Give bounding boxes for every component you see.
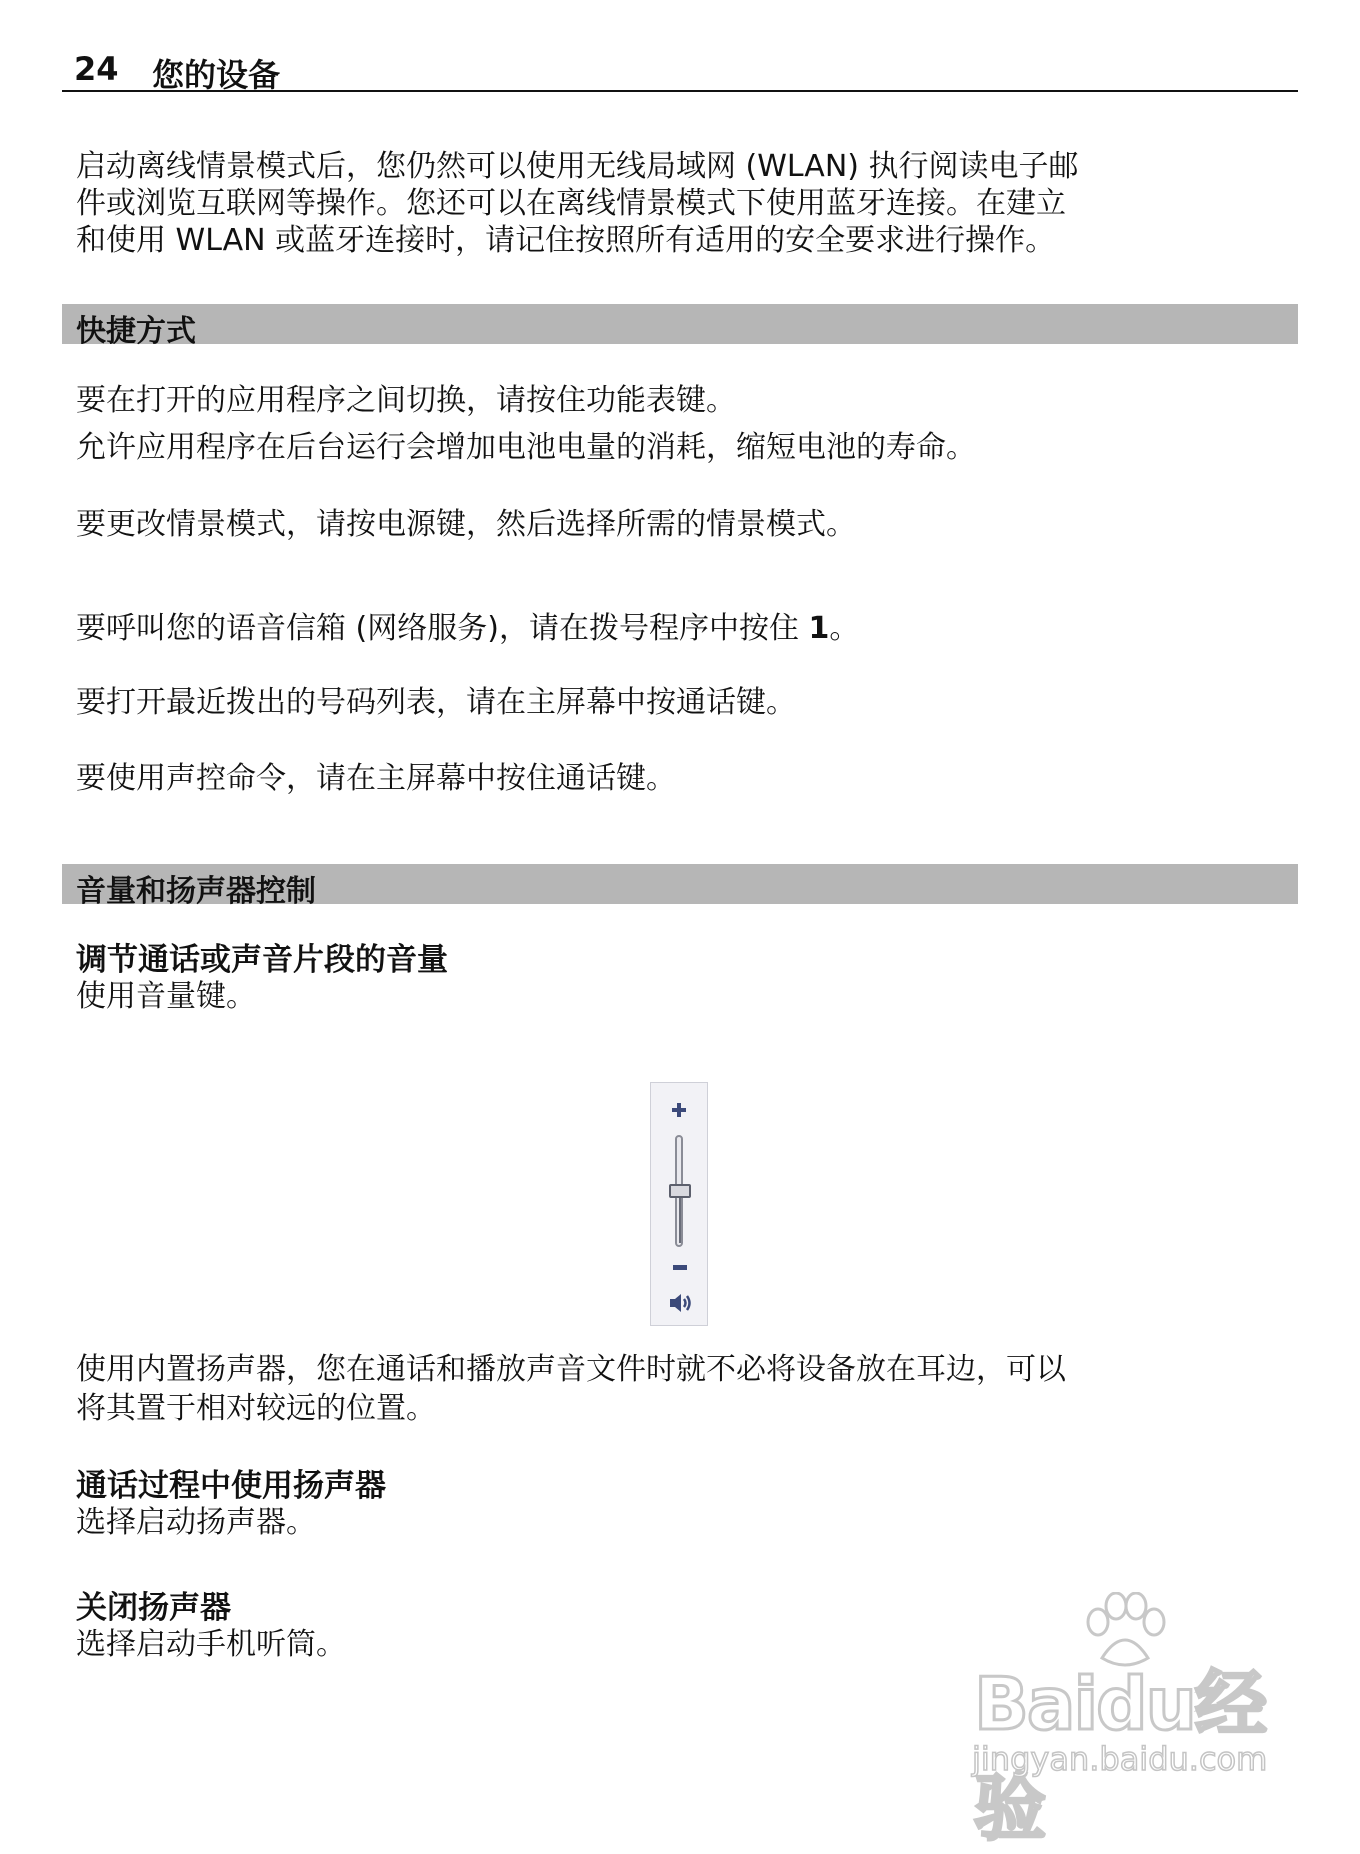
shortcut-voice-commands: 要使用声控命令，请在主屏幕中按住通话键。 — [76, 761, 676, 796]
speaker-line-2: 将其置于相对较远的位置。 — [76, 1391, 436, 1426]
section-volume — [62, 864, 1298, 909]
in-call-speaker-heading: 通话过程中使用扬声器 — [76, 1468, 386, 1504]
voicemail-end: 。 — [829, 611, 860, 646]
adjust-volume-text: 使用音量键。 — [76, 979, 256, 1014]
intro-line-2: 件或浏览互联网等操作。您还可以在离线情景模式下使用蓝牙连接。在建立 — [76, 186, 1066, 221]
shortcut-recent-calls: 要打开最近拨出的号码列表，请在主屏幕中按通话键。 — [76, 685, 796, 720]
voicemail-text: 要呼叫您的语音信箱 (网络服务)，请在拨号程序中按住 — [76, 611, 809, 646]
page-header-title: 您的设备 — [152, 56, 281, 94]
in-call-speaker-text — [76, 1504, 1276, 1541]
baidu-watermark — [960, 1588, 1290, 1850]
in-call-end: 。 — [286, 1505, 316, 1540]
option-activate-speaker[interactable]: 启动扬声器 — [136, 1505, 286, 1540]
section-shortcuts — [62, 304, 1298, 349]
speaker-icon — [668, 1291, 694, 1315]
watermark-url: jingyan.baidu.com — [972, 1740, 1268, 1778]
intro-line-3: 和使用 WLAN 或蓝牙连接时，请记住按照所有适用的安全要求进行操作。 — [76, 223, 1056, 258]
off-end: 。 — [316, 1627, 346, 1662]
page-header — [62, 46, 1298, 92]
shortcut-change-profile: 要更改情景模式，请按电源键，然后选择所需的情景模式。 — [76, 507, 856, 542]
off-select-label: 选择 — [76, 1627, 136, 1662]
shortcut-voicemail — [76, 610, 1276, 647]
minus-icon — [673, 1265, 687, 1270]
volume-control — [650, 1082, 708, 1326]
page-number: 24 — [74, 50, 119, 88]
speaker-off-heading: 关闭扬声器 — [76, 1590, 231, 1626]
adjust-volume-heading: 调节通话或声音片段的音量 — [76, 942, 448, 978]
watermark-brand: Baidu经验 — [974, 1662, 1265, 1850]
volume-slider-thumb — [669, 1184, 691, 1198]
option-activate-handset[interactable]: 启动手机听筒 — [136, 1627, 316, 1662]
speaker-line-1: 使用内置扬声器，您在通话和播放声音文件时就不必将设备放在耳边，可以 — [76, 1352, 1066, 1387]
shortcut-switch-apps: 要在打开的应用程序之间切换，请按住功能表键。 — [76, 383, 736, 418]
section-volume-title: 音量和扬声器控制 — [76, 874, 316, 909]
section-shortcuts-title: 快捷方式 — [76, 314, 196, 349]
voicemail-key: 1 — [808, 611, 830, 646]
intro-line-1: 启动离线情景模式后，您仍然可以使用无线局域网 (WLAN) 执行阅读电子邮 — [76, 149, 1079, 184]
plus-icon — [672, 1103, 686, 1117]
shortcut-background-note: 允许应用程序在后台运行会增加电池电量的消耗，缩短电池的寿命。 — [76, 430, 976, 465]
in-call-select-label: 选择 — [76, 1505, 136, 1540]
